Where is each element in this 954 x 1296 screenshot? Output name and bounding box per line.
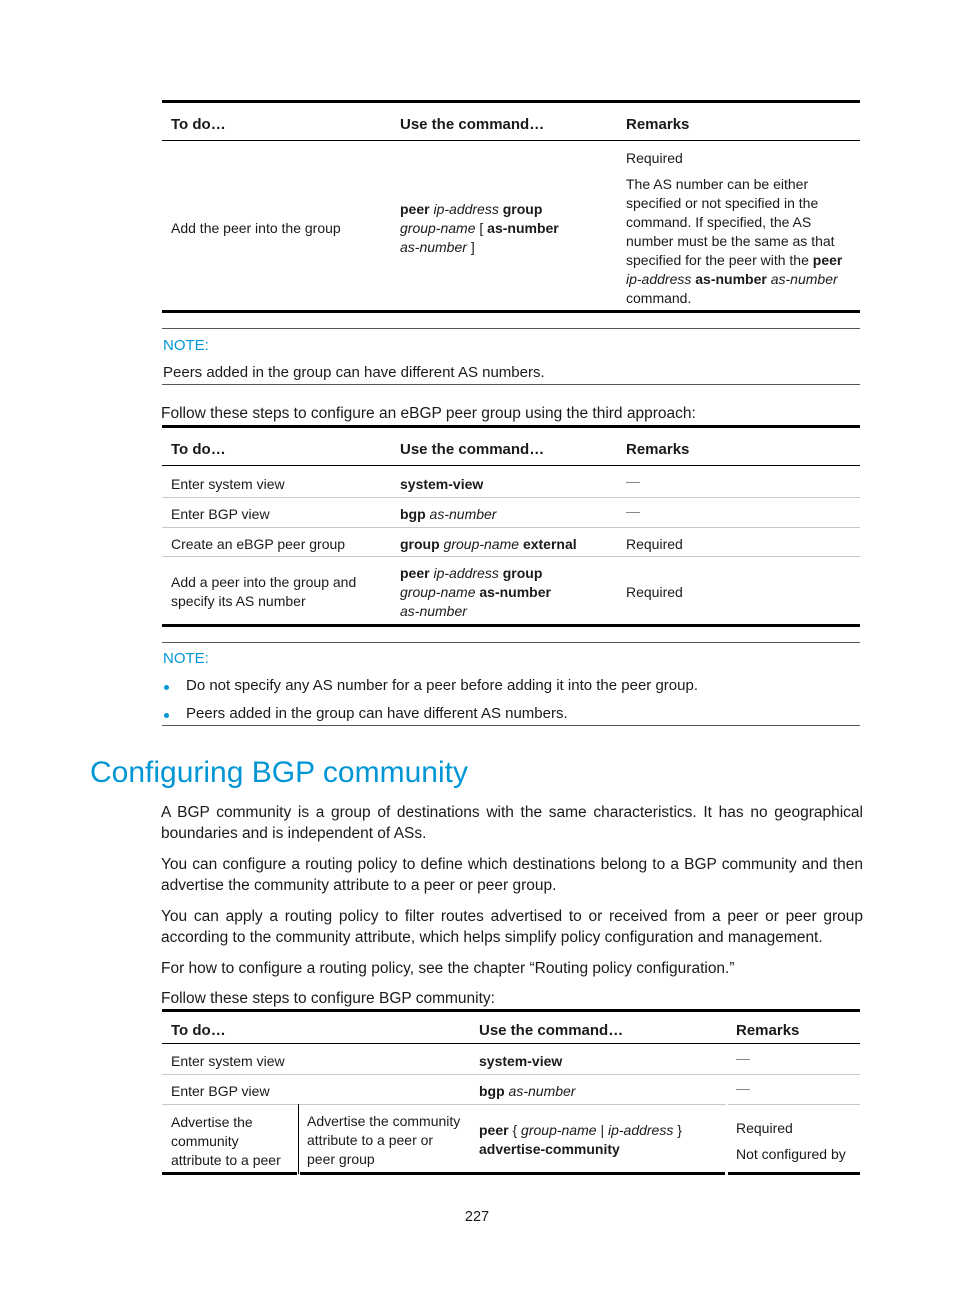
paragraph: You can apply a routing policy to filter routes advertised to or received from a peer or peer group according to the community attribute, which helps simplify policy configuration and management. xyxy=(161,908,863,946)
header-remarks: Remarks xyxy=(626,441,690,458)
paragraph: Follow these steps to configure BGP community: xyxy=(161,990,495,1007)
cell-command: bgp as-number xyxy=(479,1083,576,1099)
intro-paragraph: Follow these steps to configure an eBGP peer group using the third approach: xyxy=(161,405,696,422)
header-todo: To do… xyxy=(171,116,226,133)
note-top-rule xyxy=(162,328,860,329)
cell-todo: Enter system view xyxy=(171,1053,285,1069)
cell-todo-sub: Advertise the community attribute to a peer or peer group xyxy=(307,1113,461,1167)
cell-remark-dash xyxy=(626,482,640,483)
cell-todo: Enter system view xyxy=(171,476,285,492)
cell-command: peer ip-address group group-name [ as-number as-number ] xyxy=(400,201,559,255)
page-number: 227 xyxy=(464,1209,490,1225)
cell-remark: Required xyxy=(626,536,683,552)
cell-remark-dash xyxy=(736,1059,750,1060)
row-rule xyxy=(162,556,860,557)
header-remarks: Remarks xyxy=(626,116,690,133)
note-bottom-rule xyxy=(162,725,860,726)
cell-todo: Add the peer into the group xyxy=(171,220,341,236)
cell-todo: Add a peer into the group and specify its AS number xyxy=(171,574,357,609)
row-rule xyxy=(162,1104,860,1105)
header-todo: To do… xyxy=(171,441,226,458)
section-title: Configuring BGP community xyxy=(90,756,468,789)
row-rule xyxy=(162,497,860,498)
cell-command: peer ip-address group group-name as-number as-number xyxy=(400,565,551,619)
cell-todo: Advertise the community attribute to a peer xyxy=(171,1114,281,1168)
cell-gap xyxy=(726,1104,728,1174)
header-command: Use the command… xyxy=(479,1022,624,1039)
table-bottom-rule xyxy=(162,1172,297,1175)
header-command: Use the command… xyxy=(400,116,545,133)
table-top-rule xyxy=(162,1009,860,1012)
note-item: Peers added in the group can have different AS numbers. xyxy=(186,705,568,722)
header-rule xyxy=(162,465,860,466)
bullet-icon xyxy=(164,685,169,690)
cell-todo: Enter BGP view xyxy=(171,506,270,522)
header-remarks: Remarks xyxy=(736,1022,800,1039)
table-bottom-rule xyxy=(162,310,860,313)
note-text: Peers added in the group can have different AS numbers. xyxy=(163,364,545,381)
cell-command: system-view xyxy=(479,1053,563,1069)
cell-remark-dash xyxy=(736,1089,750,1090)
header-todo: To do… xyxy=(171,1022,226,1039)
note-label: NOTE: xyxy=(163,337,209,354)
table-top-rule xyxy=(162,425,860,428)
note-bottom-rule xyxy=(162,384,860,385)
row-rule xyxy=(162,1074,860,1075)
note-label: NOTE: xyxy=(163,650,209,667)
cell-command: system-view xyxy=(400,476,484,492)
note-item: Do not specify any AS number for a peer before adding it into the peer group. xyxy=(186,677,698,694)
table-bottom-rule xyxy=(728,1172,860,1175)
note-top-rule xyxy=(162,642,860,643)
table-bottom-rule xyxy=(162,624,860,627)
cell-remark-dash xyxy=(626,512,640,513)
table-top-rule xyxy=(162,100,860,103)
paragraph: You can configure a routing policy to define which destinations belong to a BGP community and then advertise the community attribute to a peer or peer group. xyxy=(161,856,863,894)
header-rule xyxy=(162,140,860,141)
cell-todo: Enter BGP view xyxy=(171,1083,270,1099)
cell-command: peer { group-name | ip-address } advertise-community xyxy=(479,1122,682,1157)
row-rule xyxy=(162,527,860,528)
table-bottom-rule xyxy=(300,1172,725,1175)
cell-command: group group-name external xyxy=(400,536,577,552)
cell-remarks: Required The AS number can be either specified or not specified in the command. If specified, the AS number must be the same as that specified for the peer with the peer ip-address as-number as-number command. xyxy=(626,150,843,306)
header-rule xyxy=(162,1043,860,1044)
cell-todo: Create an eBGP peer group xyxy=(171,536,346,552)
paragraph: For how to configure a routing policy, see the chapter “Routing policy configuration.” xyxy=(161,960,735,977)
bullet-icon xyxy=(164,713,169,718)
paragraph: A BGP community is a group of destinations with the same characteristics. It has no geographical boundaries and is independent of ASs. xyxy=(161,804,863,842)
cell-divider xyxy=(298,1104,299,1174)
cell-remark: Required Not configured by xyxy=(736,1120,846,1162)
cell-command: bgp as-number xyxy=(400,506,497,522)
cell-remark: Required xyxy=(626,584,683,600)
header-command: Use the command… xyxy=(400,441,545,458)
